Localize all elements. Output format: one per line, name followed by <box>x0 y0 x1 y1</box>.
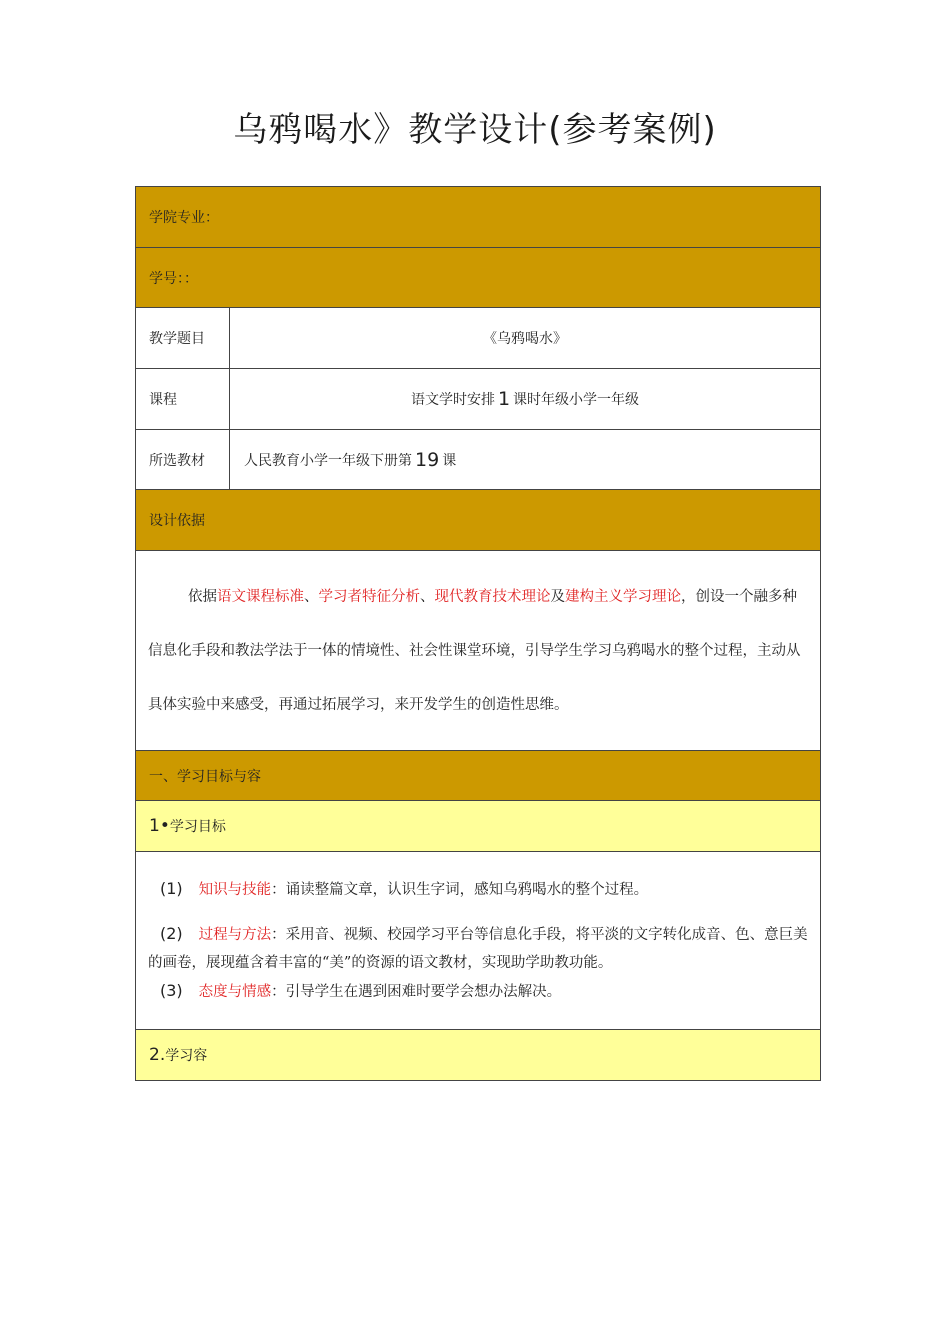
objective-number: (3) <box>160 981 183 1000</box>
content-header-row <box>136 1030 820 1081</box>
objective-label: 态度与情感 <box>198 984 272 1000</box>
lesson-plan-table <box>135 186 821 1081</box>
objectives-number: 1• <box>149 816 170 836</box>
objective-item <box>148 920 808 977</box>
course-prefix: 语文学时安排 <box>410 392 495 408</box>
basis-content-row <box>136 551 820 751</box>
objectives-label: 学习目标 <box>169 819 226 835</box>
objective-item <box>148 875 808 904</box>
basis-header-row <box>136 490 820 551</box>
objective-item <box>148 977 808 1006</box>
objectives-header <box>136 816 226 836</box>
course-value <box>230 369 820 429</box>
highlight-curriculum-standard: 语文课程标准 <box>217 588 304 605</box>
textbook-lesson: 19 <box>415 448 440 471</box>
objective-text: ：诵读整篇文章，认识生字词，感知乌鸦喝水的整个过程。 <box>271 882 649 898</box>
objective-text: ：采用音、视频、校园学习平台等信息化手段，将平淡的文字转化成音、色、意巨美的画卷，展现蕴含着丰富的“美”的资源的语文教材，实现助学助教功能。 <box>148 927 808 971</box>
content-header <box>136 1045 207 1065</box>
topic-row <box>136 308 820 369</box>
basis-text-3: 、 <box>420 588 435 605</box>
basis-text-2: 、 <box>304 588 319 605</box>
basis-text-5: ，创设一个融多种信息化手段和教法学法于一体的情境性、社会性课堂环境，引导学生学习乌鸦喝水的整个过程，主动从具体实验中来感受，再通过拓展学习，来开发学生的创造性思维。 <box>148 588 801 713</box>
textbook-suffix: 课 <box>442 452 457 469</box>
college-label: 学院专业： <box>149 210 219 226</box>
objective-text: ：引导学生在遇到困难时要学会想办法解决。 <box>271 984 562 1000</box>
course-suffix: 课时年级小学一年级 <box>513 392 640 408</box>
objectives-list <box>136 875 820 1006</box>
objective-label: 知识与技能 <box>198 882 272 898</box>
objective-number: (2) <box>160 924 183 943</box>
college-row <box>136 187 820 248</box>
highlight-constructivism: 建构主义学习理论 <box>565 588 681 605</box>
textbook-prefix: 人民教育小学一年级下册第 <box>244 452 412 469</box>
objectives-header-row <box>136 801 820 852</box>
section1-header-row <box>136 751 820 801</box>
highlight-learner-analysis: 学习者特征分析 <box>318 588 420 605</box>
basis-text-1: 依据 <box>188 588 217 605</box>
objective-number: (1) <box>160 879 183 898</box>
basis-header: 设计依据 <box>149 513 205 529</box>
course-label: 课程 <box>136 369 230 429</box>
textbook-label: 所选教材 <box>136 430 230 489</box>
objectives-content-row <box>136 852 820 1030</box>
topic-value: 《乌鸦喝水》 <box>483 331 567 347</box>
topic-label: 教学题目 <box>136 308 230 368</box>
basis-text-4: 及 <box>550 588 565 605</box>
content-number: 2. <box>149 1045 166 1065</box>
basis-paragraph <box>136 570 820 732</box>
course-hours: 1 <box>497 388 511 410</box>
student-id-label: 学号：： <box>149 270 198 287</box>
section1-header: 一、学习目标与容 <box>149 768 261 785</box>
course-row <box>136 369 820 430</box>
student-id-row <box>136 248 820 308</box>
textbook-row <box>136 430 820 490</box>
objective-label: 过程与方法 <box>198 927 272 943</box>
document-title: 乌鸦喝水》教学设计(参考案例) <box>233 110 717 150</box>
highlight-edtech-theory: 现代教育技术理论 <box>434 588 551 605</box>
textbook-value <box>230 430 820 489</box>
content-label: 学习容 <box>165 1048 208 1064</box>
